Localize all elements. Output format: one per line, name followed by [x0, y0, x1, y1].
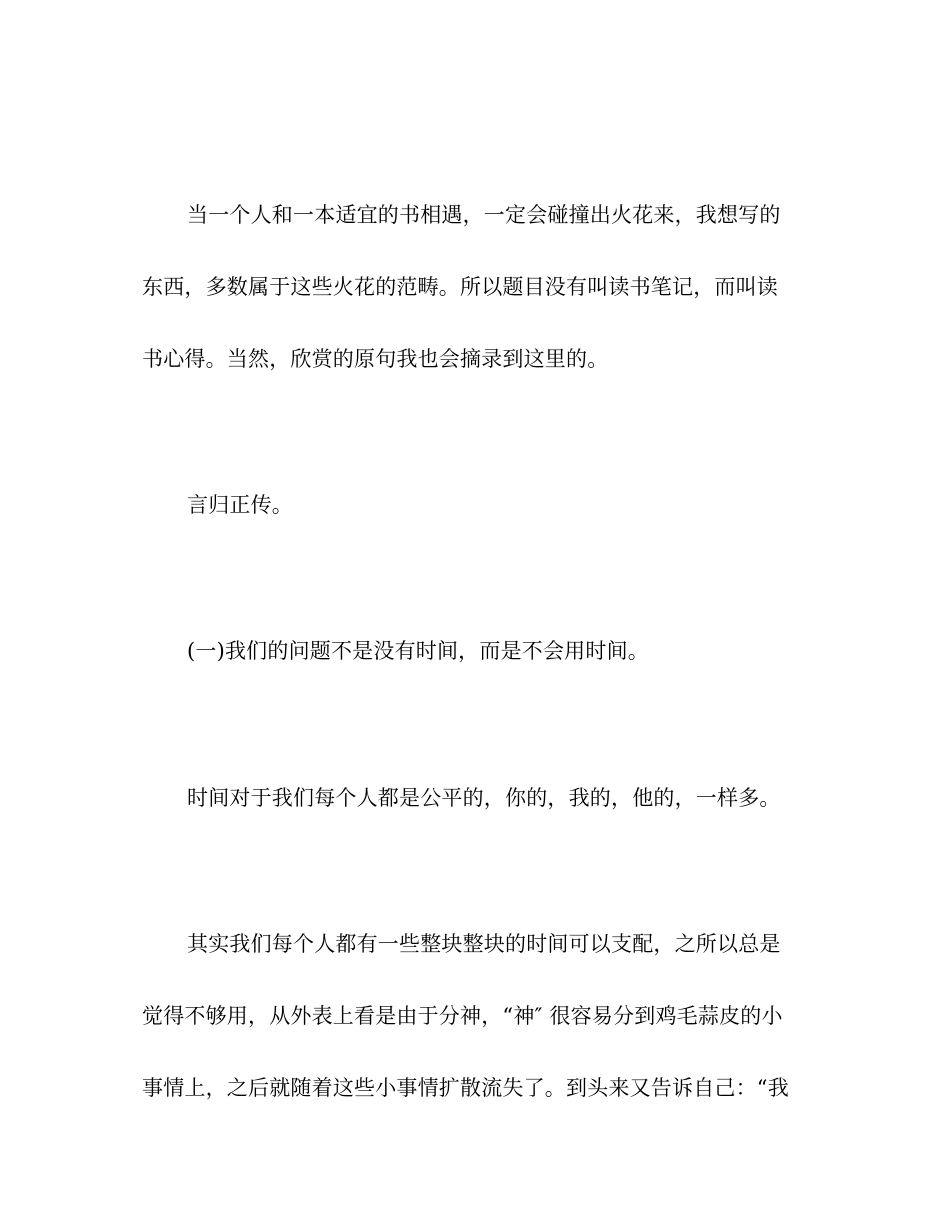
paragraph-distraction-line-1: 其实我们每个人都有一些整块整块的时间可以支配，之所以总是 [187, 932, 781, 956]
paragraph-transition: 言归正传。 [187, 493, 293, 517]
paragraph-intro-line-2: 东西，多数属于这些火花的范畴。所以题目没有叫读书笔记，而叫读 [142, 275, 778, 299]
paragraph-distraction-line-2: 觉得不够用，从外表上看是由于分神，“神″ 很容易分到鸡毛蒜皮的小 [142, 1004, 783, 1028]
paragraph-intro-line-1: 当一个人和一本适宜的书相遇，一定会碰撞出火花来，我想写的 [187, 203, 781, 227]
section-heading-1: (一)我们的问题不是没有时间，而是不会用时间。 [187, 639, 649, 663]
paragraph-intro-line-3: 书心得。当然，欣赏的原句我也会摘录到这里的。 [142, 347, 609, 371]
paragraph-distraction-line-3: 事情上，之后就随着这些小事情扩散流失了。到头来又告诉自己：“我 [142, 1076, 789, 1100]
paragraph-fairness: 时间对于我们每个人都是公平的，你的，我的，他的，一样多。 [187, 786, 781, 810]
